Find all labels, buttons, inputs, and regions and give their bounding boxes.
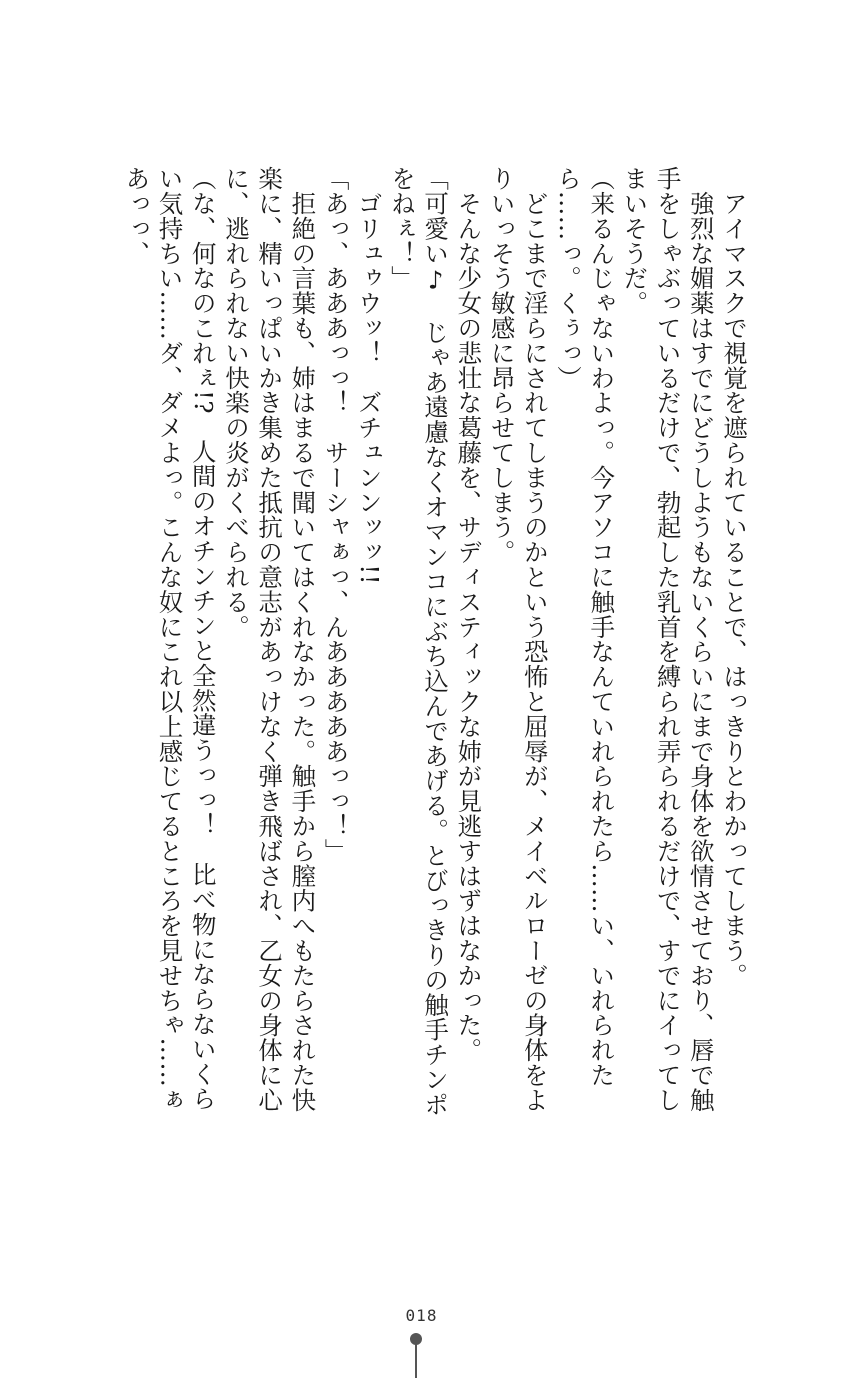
paragraph: アイマスクで視覚を遮られていることで、はっきりとわかってしまう。: [720, 166, 749, 988]
paragraph: ゴリュゥウッ！ ズチュンンッッ!!: [354, 166, 384, 585]
folio-line-ornament: [415, 1343, 417, 1378]
paragraph: そんな少女の悲壮な葛藤を、サディスティックな姉が見逃すはずはなかった。: [454, 166, 484, 1063]
vertical-text-body: [91, 166, 751, 1126]
paragraph: どこまで淫らにされてしまうのかという恐怖と屈辱が、メイベルローゼの身体をよりいっそう敏感に昂らせてしまう。: [487, 166, 550, 1113]
paragraph: （な、何なのこれぇ!? 人間のオチンチンと全然違うっっ！ 比べ物にならないくらい気持ちい……ダ、ダメよっ。こんな奴にこれ以上感じてるところを見せちゃ……ぁあっっ、: [122, 166, 218, 1113]
page-number: 018: [405, 1306, 438, 1325]
paragraph: 「可愛い♪ じゃあ遠慮なくオマンコにぶち込んであげる。とびっきりの触手チンポをねぇ！」: [387, 166, 451, 1117]
paragraph: 「あっ、あああっっ！ サーシャぁっ、んあああああっっ！」: [321, 166, 351, 864]
paragraph: 拒絶の言葉も、姉はまるで聞いてはくれなかった。触手から膣内へもたらされた快楽に、精いっぱいかき集めた抵抗の意志があっけなく弾き飛ばされ、乙女の身体に心に、逃れられない快楽の炎がくべられる。: [221, 166, 318, 1113]
paragraph: （来るんじゃないわよっ。今アソコに触手なんていれられたら……い、いれられたら……っ。くぅっ）: [553, 166, 617, 1088]
paragraph: 強烈な媚薬はすでにどうしようもないくらいにまで身体を欲情させており、唇で触手をしゃぶっているだけで、勃起した乳首を縛られ弄られるだけで、すでにイってしまいそうだ。: [620, 166, 716, 1113]
